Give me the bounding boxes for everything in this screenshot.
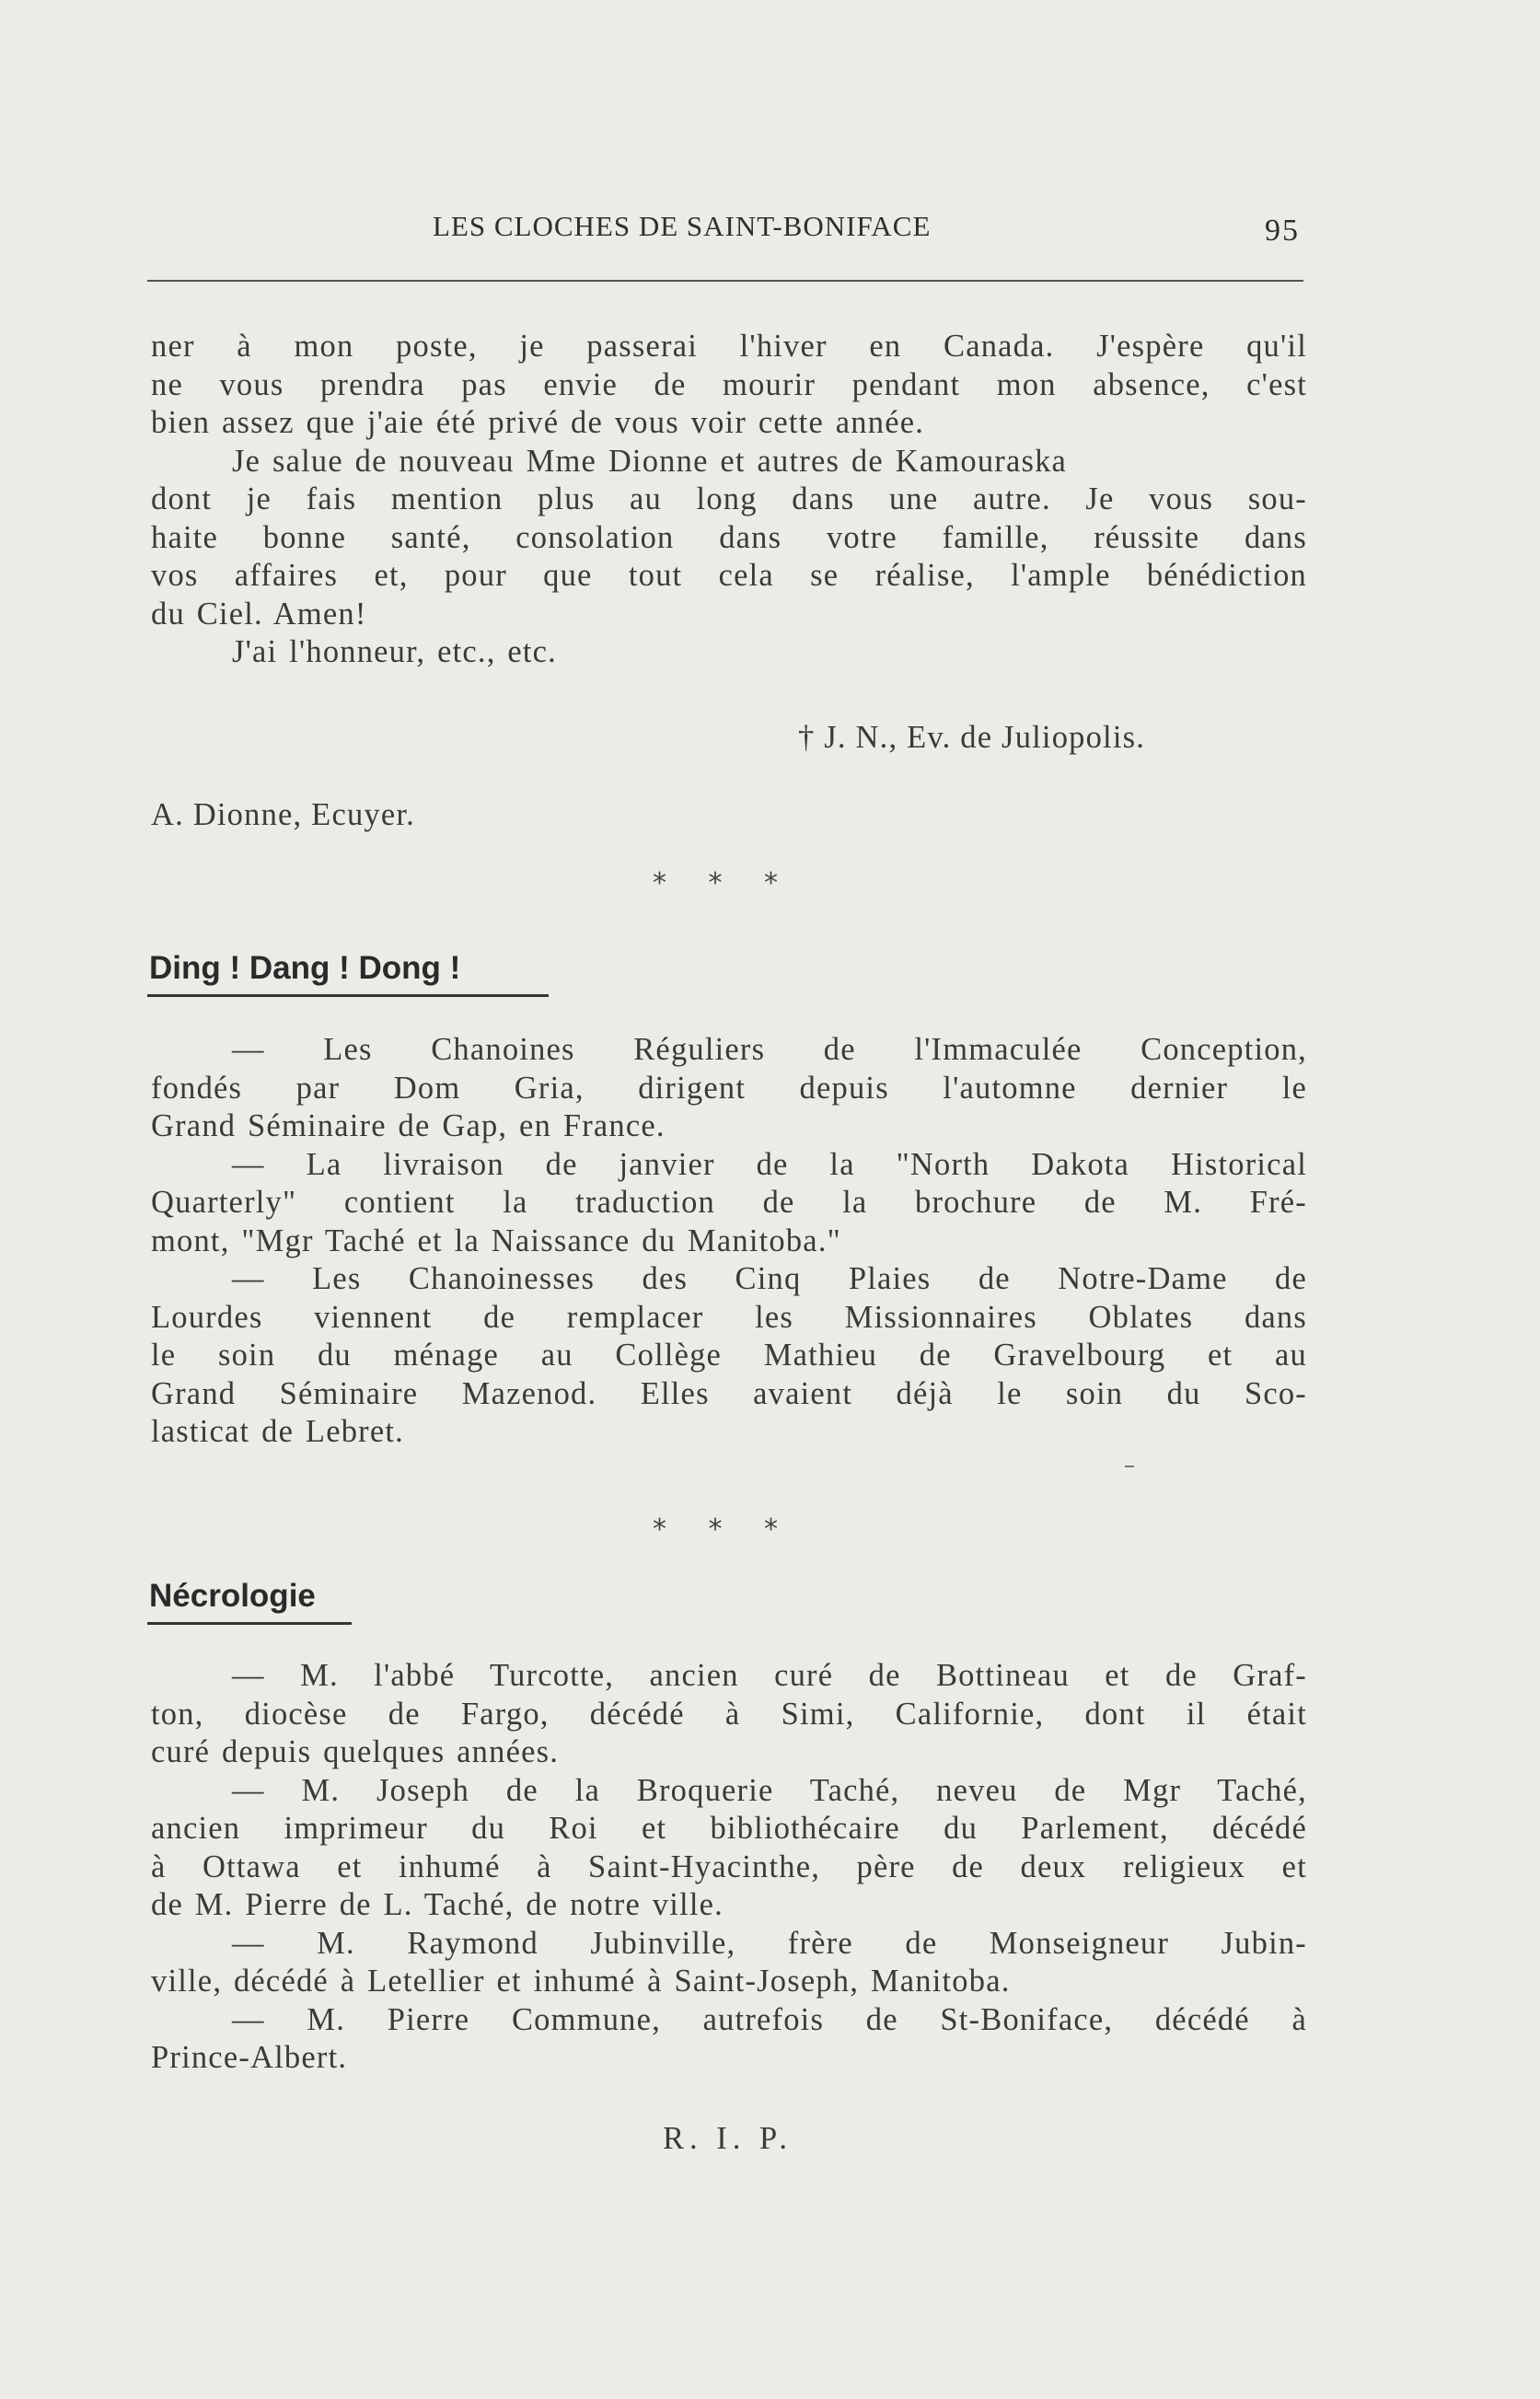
text-line: Prince-Albert. bbox=[151, 2040, 348, 2075]
section-separator: * * * bbox=[652, 867, 795, 899]
signature: † J. N., Ev. de Juliopolis. bbox=[798, 720, 1146, 755]
text-line: du Ciel. Amen! bbox=[151, 596, 367, 632]
letter-paragraph-1 bbox=[151, 328, 1307, 443]
obituary-item bbox=[151, 1925, 1307, 2001]
text-line: — M. Pierre Commune, autrefois de St-Boniface, décédé à bbox=[232, 2001, 1307, 2037]
letter-closing bbox=[151, 633, 1307, 672]
page-number: 95 bbox=[1265, 214, 1300, 248]
text-line: haite bonne santé, consolation dans votre famille, réussite dans bbox=[151, 519, 1307, 555]
obituary-item bbox=[151, 2001, 1307, 2078]
section-heading-ding-dang-dong: Ding ! Dang ! Dong ! bbox=[149, 950, 461, 986]
news-item bbox=[151, 1031, 1307, 1146]
text-line: — Les Chanoines Réguliers de l'Immaculée Conception, bbox=[232, 1032, 1307, 1067]
text-line: Grand Séminaire Mazenod. Elles avaient déjà le soin du Sco- bbox=[151, 1375, 1307, 1411]
text-line: — Les Chanoinesses des Cinq Plaies de Notre-Dame de bbox=[232, 1261, 1307, 1296]
news-items bbox=[151, 1031, 1307, 1452]
text-line: lasticat de Lebret. bbox=[151, 1414, 404, 1449]
stray-mark bbox=[1125, 1466, 1134, 1467]
section-heading-necrologie: Nécrologie bbox=[149, 1578, 316, 1614]
text-line: vos affaires et, pour que tout cela se réalise, l'ample bénédiction bbox=[151, 558, 1307, 593]
addressee: A. Dionne, Ecuyer. bbox=[151, 797, 415, 832]
obituary-items bbox=[151, 1657, 1307, 2078]
text-line: — M. Raymond Jubinville, frère de Monseigneur Jubin- bbox=[232, 1925, 1307, 1961]
news-item bbox=[151, 1146, 1307, 1261]
news-item bbox=[151, 1260, 1307, 1452]
running-title: LES CLOCHES DE SAINT-BONIFACE bbox=[433, 210, 932, 242]
text-line: mont, "Mgr Taché et la Naissance du Manitoba." bbox=[151, 1223, 841, 1258]
text-line: bien assez que j'aie été privé de vous voir cette année. bbox=[151, 405, 925, 440]
section-separator: * * * bbox=[652, 1513, 795, 1546]
text-line: J'ai l'honneur, etc., etc. bbox=[232, 634, 558, 669]
text-line: Grand Séminaire de Gap, en France. bbox=[151, 1108, 666, 1143]
text-line: — M. l'abbé Turcotte, ancien curé de Bottineau et de Graf- bbox=[232, 1658, 1307, 1693]
obituary-item bbox=[151, 1772, 1307, 1925]
text-line: de M. Pierre de L. Taché, de notre ville. bbox=[151, 1887, 724, 1922]
text-line: fondés par Dom Gria, dirigent depuis l'automne dernier le bbox=[151, 1070, 1307, 1106]
obituary-item bbox=[151, 1657, 1307, 1772]
rip-closing: R. I. P. bbox=[663, 2121, 793, 2156]
text-line: Quarterly" contient la traduction de la brochure de M. Fré- bbox=[151, 1185, 1307, 1220]
heading-underline bbox=[147, 1622, 352, 1625]
letter-body bbox=[151, 328, 1307, 672]
header-rule bbox=[147, 280, 1303, 282]
text-line: le soin du ménage au Collège Mathieu de Gravelbourg et au bbox=[151, 1338, 1307, 1373]
text-line: Je salue de nouveau Mme Dionne et autres de Kamouraska bbox=[232, 443, 1068, 479]
text-line: — La livraison de janvier de la "North Dakota Historical bbox=[232, 1146, 1307, 1182]
letter-paragraph-2 bbox=[151, 443, 1307, 481]
text-line: ville, décédé à Letellier et inhumé à Saint-Joseph, Manitoba. bbox=[151, 1964, 1011, 1999]
text-line: dont je fais mention plus au long dans une autre. Je vous sou- bbox=[151, 481, 1307, 516]
text-line: ton, diocèse de Fargo, décédé à Simi, Californie, dont il était bbox=[151, 1696, 1307, 1732]
text-line: Lourdes viennent de remplacer les Missionnaires Oblates dans bbox=[151, 1299, 1307, 1335]
letter-paragraph-2-cont bbox=[151, 481, 1307, 633]
heading-underline bbox=[147, 994, 549, 997]
text-line: ne vous prendra pas envie de mourir pendant mon absence, c'est bbox=[151, 366, 1307, 402]
text-line: ancien imprimeur du Roi et bibliothécaire du Parlement, décédé bbox=[151, 1811, 1307, 1846]
text-line: à Ottawa et inhumé à Saint-Hyacinthe, père de deux religieux et bbox=[151, 1849, 1307, 1884]
text-line: — M. Joseph de la Broquerie Taché, neveu de Mgr Taché, bbox=[232, 1772, 1307, 1808]
text-line: curé depuis quelques années. bbox=[151, 1734, 560, 1769]
text-line: ner à mon poste, je passerai l'hiver en Canada. J'espère qu'il bbox=[151, 329, 1307, 364]
